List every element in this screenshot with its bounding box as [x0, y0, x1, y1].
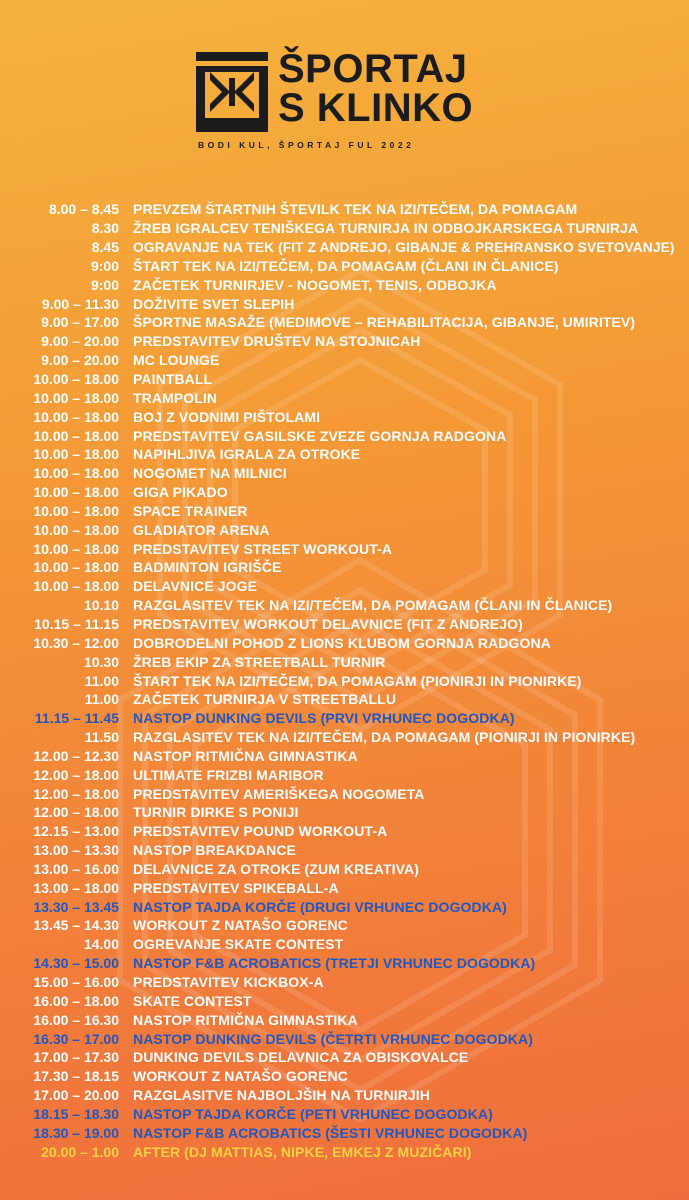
schedule-row — [0, 1048, 689, 1067]
schedule-time: 10.00 – 18.00 — [33, 446, 119, 463]
schedule-time: 13.00 – 18.00 — [33, 879, 119, 896]
schedule-row — [0, 746, 689, 765]
schedule-row — [0, 652, 689, 671]
schedule-time: 8.00 – 8.45 — [48, 201, 119, 218]
schedule-row — [0, 1123, 689, 1142]
sk-monogram-logo-icon — [196, 52, 268, 132]
schedule-row — [0, 388, 689, 407]
schedule-row — [0, 916, 689, 935]
schedule-time: 17.30 – 18.15 — [33, 1068, 119, 1085]
schedule-time: 12.00 – 18.00 — [33, 785, 119, 802]
schedule-time: 16.00 – 18.00 — [33, 992, 119, 1009]
schedule-row — [0, 464, 689, 483]
schedule-time: 9.00 – 17.00 — [41, 314, 119, 331]
schedule-row — [0, 765, 689, 784]
schedule-row — [0, 1142, 689, 1161]
schedule-time: 13.00 – 16.00 — [33, 860, 119, 877]
schedule-time: 15.00 – 16.00 — [33, 974, 119, 991]
schedule-event: NASTOP F&B ACROBATICS (ŠESTI VRHUNEC DOGODKA) — [133, 1124, 528, 1141]
schedule-time: 9:00 — [90, 257, 119, 274]
schedule-time: 10.00 – 18.00 — [33, 371, 119, 388]
schedule-row — [0, 596, 689, 615]
schedule-event: ŠPORTNE MASAŽE (MEDIMOVE – REHABILITACIJA, GIBANJE, UMIRITEV) — [133, 314, 636, 331]
schedule-event: ZAČETEK TURNIRJEV - NOGOMET, TENIS, ODBOJKA — [133, 276, 497, 293]
schedule-row — [0, 1105, 689, 1124]
schedule-event: ŽREB IGRALCEV TENIŠKEGA TURNIRJA IN ODBOJKARSKEGA TURNIRJA — [133, 220, 639, 237]
schedule-time: 10.00 – 18.00 — [33, 540, 119, 557]
schedule-row — [0, 1010, 689, 1029]
schedule-row — [0, 973, 689, 992]
schedule-row — [0, 332, 689, 351]
schedule-event: NASTOP TAJDA KORČE (DRUGI VRHUNEC DOGODKA) — [133, 898, 507, 915]
schedule-event: AFTER (DJ MATTIAS, NIPKE, EMKEJ Z MUZIČARI) — [133, 1143, 472, 1160]
schedule-row — [0, 313, 689, 332]
schedule-event: PREDSTAVITEV SPIKEBALL-A — [133, 879, 339, 896]
schedule-event: WORKOUT Z NATAŠO GORENC — [133, 917, 348, 934]
schedule-event: NASTOP BREAKDANCE — [133, 842, 296, 859]
schedule-event: NASTOP TAJDA KORČE (PETI VRHUNEC DOGODKA) — [133, 1105, 493, 1122]
schedule-row — [0, 539, 689, 558]
schedule-row — [0, 520, 689, 539]
schedule-event: NAPIHLJIVA IGRALA ZA OTROKE — [133, 446, 361, 463]
schedule-event: PREDSTAVITEV AMERIŠKEGA NOGOMETA — [133, 785, 425, 802]
schedule-event: BADMINTON IGRIŠČE — [133, 559, 282, 576]
schedule-row — [0, 426, 689, 445]
schedule-time: 10.00 – 18.00 — [33, 578, 119, 595]
schedule-row — [0, 728, 689, 747]
schedule-time: 13.30 – 13.45 — [33, 898, 119, 915]
schedule-time: 9.00 – 20.00 — [41, 333, 119, 350]
schedule-row — [0, 935, 689, 954]
schedule-event: RAZGLASITEV TEK NA IZI/TEČEM, DA POMAGAM (ČLANI IN ČLANICE) — [133, 597, 613, 614]
schedule-event: DELAVNICE JOGE — [133, 578, 258, 595]
schedule-event: MC LOUNGE — [133, 352, 220, 369]
schedule-row — [0, 615, 689, 634]
schedule-time: 10.15 – 11.15 — [34, 615, 119, 632]
schedule-row — [0, 407, 689, 426]
schedule-row — [0, 954, 689, 973]
schedule-event: PREDSTAVITEV POUND WORKOUT-A — [133, 823, 388, 840]
schedule-event: PAINTBALL — [133, 371, 213, 388]
schedule-time: 12.00 – 18.00 — [33, 804, 119, 821]
schedule-event: NASTOP DUNKING DEVILS (PRVI VRHUNEC DOGODKA) — [133, 710, 515, 727]
schedule-event: NASTOP RITMIČNA GIMNASTIKA — [133, 747, 358, 764]
schedule-row — [0, 803, 689, 822]
schedule-list — [0, 200, 689, 1161]
schedule-time: 10.00 – 18.00 — [33, 559, 119, 576]
schedule-row — [0, 671, 689, 690]
schedule-row — [0, 577, 689, 596]
schedule-event: PREDSTAVITEV GASILSKE ZVEZE GORNJA RADGONA — [133, 427, 507, 444]
title-line-2: S KLINKO — [278, 86, 474, 130]
schedule-event: ŠTART TEK NA IZI/TEČEM, DA POMAGAM (PIONIRJI IN PIONIRKE) — [133, 672, 582, 689]
schedule-time: 18.15 – 18.30 — [33, 1105, 119, 1122]
schedule-time: 9.00 – 11.30 — [41, 295, 119, 312]
schedule-row — [0, 445, 689, 464]
schedule-event: NASTOP F&B ACROBATICS (TRETJI VRHUNEC DOGODKA) — [133, 955, 536, 972]
schedule-event: PREDSTAVITEV KICKBOX-A — [133, 974, 324, 991]
schedule-time: 9.00 – 20.00 — [41, 352, 119, 369]
schedule-row — [0, 219, 689, 238]
schedule-event: PREDSTAVITEV WORKOUT DELAVNICE (FIT Z ANDREJO) — [133, 615, 523, 632]
schedule-time: 17.00 – 20.00 — [33, 1087, 119, 1104]
schedule-time: 10.10 — [83, 597, 119, 614]
schedule-time: 10.30 – 12.00 — [33, 634, 119, 651]
schedule-time: 10.00 – 18.00 — [33, 521, 119, 538]
schedule-event: DOŽIVITE SVET SLEPIH — [133, 295, 295, 312]
schedule-row — [0, 1029, 689, 1048]
header — [0, 0, 689, 180]
schedule-time: 8.30 — [91, 220, 119, 237]
schedule-event: DELAVNICE ZA OTROKE (ZUM KREATIVA) — [133, 860, 419, 877]
schedule-event: GLADIATOR ARENA — [133, 521, 270, 538]
schedule-time: 11.50 — [84, 729, 119, 746]
schedule-event: ŠTART TEK NA IZI/TEČEM, DA POMAGAM (ČLANI IN ČLANICE) — [133, 257, 559, 274]
tagline: BODI KUL, ŠPORTAJ FUL 2022 — [198, 140, 415, 150]
schedule-row — [0, 784, 689, 803]
schedule-event: NOGOMET NA MILNICI — [133, 465, 287, 482]
schedule-event: SPACE TRAINER — [133, 502, 248, 519]
schedule-row — [0, 841, 689, 860]
schedule-time: 20.00 – 1.00 — [41, 1143, 119, 1160]
schedule-row — [0, 370, 689, 389]
schedule-time: 12.15 – 13.00 — [33, 823, 119, 840]
schedule-row — [0, 1067, 689, 1086]
schedule-time: 10.00 – 18.00 — [33, 484, 119, 501]
schedule-row — [0, 878, 689, 897]
schedule-event: RAZGLASITEV TEK NA IZI/TEČEM, DA POMAGAM (PIONIRJI IN PIONIRKE) — [133, 729, 636, 746]
schedule-time: 10.30 — [83, 653, 119, 670]
schedule-event: PREVZEM ŠTARTNIH ŠTEVILK TEK NA IZI/TEČEM, DA POMAGAM — [133, 201, 578, 218]
schedule-event: PREDSTAVITEV STREET WORKOUT-A — [133, 540, 393, 557]
schedule-row — [0, 502, 689, 521]
schedule-time: 11.00 — [84, 672, 119, 689]
schedule-event: DOBRODELNI POHOD Z LIONS KLUBOM GORNJA RADGONA — [133, 634, 551, 651]
schedule-row — [0, 351, 689, 370]
schedule-time: 13.45 – 14.30 — [33, 917, 119, 934]
schedule-row — [0, 822, 689, 841]
schedule-event: OGREVANJE SKATE CONTEST — [133, 936, 344, 953]
schedule-row — [0, 860, 689, 879]
schedule-row — [0, 633, 689, 652]
schedule-time: 11.00 — [84, 691, 119, 708]
schedule-row — [0, 294, 689, 313]
schedule-event: NASTOP DUNKING DEVILS (ČETRTI VRHUNEC DOGODKA) — [133, 1030, 533, 1047]
schedule-event: ULTIMATE FRIZBI MARIBOR — [133, 766, 324, 783]
schedule-event: DUNKING DEVILS DELAVNICA ZA OBISKOVALCE — [133, 1049, 469, 1066]
schedule-time: 10.00 – 18.00 — [33, 427, 119, 444]
schedule-event: RAZGLASITVE NAJBOLJŠIH NA TURNIRJIH — [133, 1087, 431, 1104]
schedule-time: 10.00 – 18.00 — [33, 465, 119, 482]
schedule-time: 8.45 — [91, 239, 119, 256]
schedule-event: TURNIR DIRKE S PONIJI — [133, 804, 299, 821]
schedule-time: 17.00 – 17.30 — [33, 1049, 119, 1066]
schedule-event: OGRAVANJE NA TEK (FIT Z ANDREJO, GIBANJE & PREHRANSKO SVETOVANJE) — [133, 239, 675, 255]
schedule-row — [0, 558, 689, 577]
schedule-row — [0, 709, 689, 728]
schedule-time: 18.30 – 19.00 — [33, 1124, 119, 1141]
schedule-event: BOJ Z VODNIMI PIŠTOLAMI — [133, 408, 321, 425]
schedule-event: WORKOUT Z NATAŠO GORENC — [133, 1068, 348, 1085]
schedule-row — [0, 483, 689, 502]
schedule-event: ŽREB EKIP ZA STREETBALL TURNIR — [133, 653, 386, 670]
schedule-time: 10.00 – 18.00 — [33, 502, 119, 519]
schedule-time: 16.00 – 16.30 — [33, 1011, 119, 1028]
schedule-row — [0, 897, 689, 916]
schedule-row — [0, 200, 689, 219]
schedule-event: TRAMPOLIN — [133, 389, 218, 406]
schedule-row — [0, 991, 689, 1010]
schedule-row — [0, 238, 689, 257]
schedule-time: 9:00 — [90, 276, 119, 293]
event-title — [278, 47, 474, 130]
schedule-event: NASTOP RITMIČNA GIMNASTIKA — [133, 1011, 358, 1028]
schedule-row — [0, 275, 689, 294]
schedule-row — [0, 257, 689, 276]
schedule-time: 10.00 – 18.00 — [33, 408, 119, 425]
schedule-time: 16.30 – 17.00 — [33, 1030, 119, 1047]
schedule-row — [0, 690, 689, 709]
schedule-row — [0, 1086, 689, 1105]
schedule-time: 14.30 – 15.00 — [33, 955, 119, 972]
schedule-time: 12.00 – 12.30 — [33, 747, 119, 764]
schedule-time: 11.15 – 11.45 — [34, 710, 119, 727]
schedule-time: 10.00 – 18.00 — [33, 389, 119, 406]
schedule-event: SKATE CONTEST — [133, 992, 252, 1009]
schedule-time: 13.00 – 13.30 — [33, 842, 119, 859]
schedule-event: PREDSTAVITEV DRUŠTEV NA STOJNICAH — [133, 333, 421, 350]
schedule-time: 12.00 – 18.00 — [33, 766, 119, 783]
schedule-event: GIGA PIKADO — [133, 484, 228, 501]
schedule-event: ZAČETEK TURNIRJA V STREETBALLU — [133, 691, 397, 708]
schedule-time: 14.00 — [83, 936, 119, 953]
title-line-1: ŠPORTAJ — [278, 47, 468, 91]
